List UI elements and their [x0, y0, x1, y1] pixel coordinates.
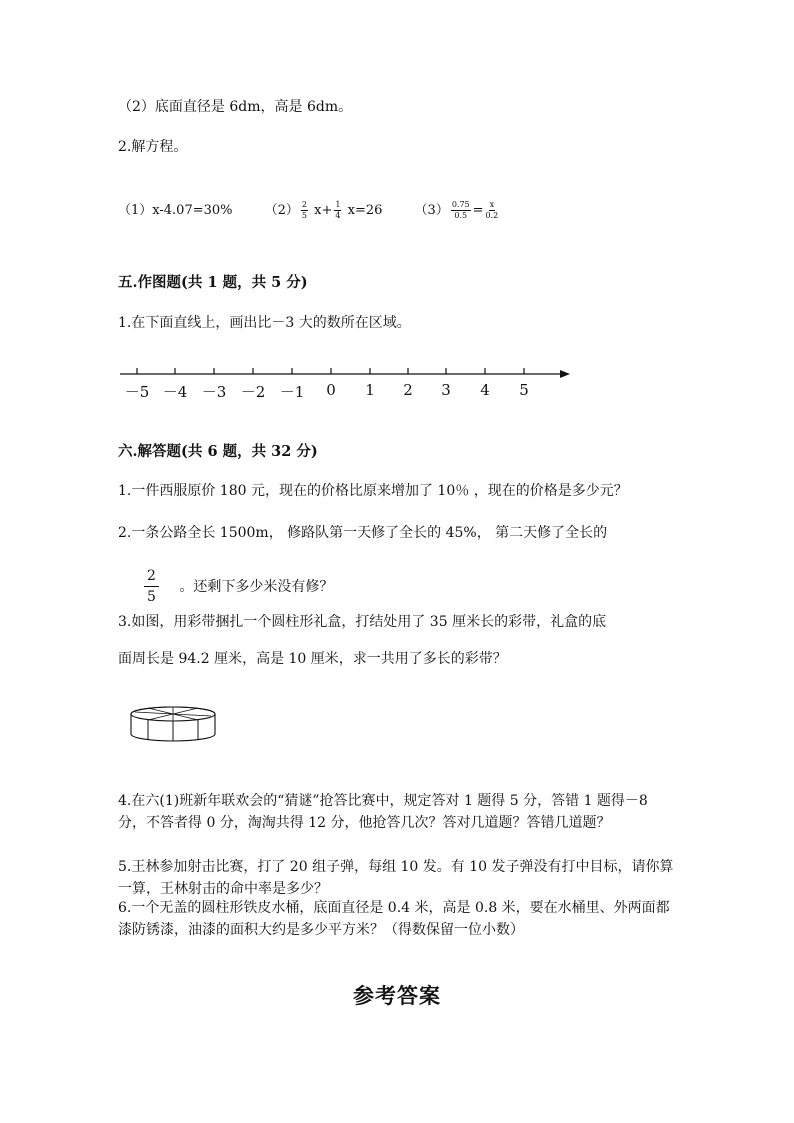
- arrow-right-icon: [560, 370, 570, 378]
- fraction-2-5: [144, 566, 159, 607]
- fraction-denominator: 5: [301, 211, 308, 220]
- equals-sign: =: [472, 203, 484, 218]
- fraction-numerator: 0.75: [451, 200, 470, 209]
- number-line-label: 3: [441, 381, 451, 399]
- fraction-numerator: x: [489, 200, 495, 209]
- answer-key-title: 参考答案: [353, 983, 441, 1008]
- section-6-question-5: 5.王林参加射击比赛，打了 20 组子弹，每组 10 发。有 10 发子弹没有打中目标，请你算一算，王林射击的命中率是多少？: [118, 859, 674, 897]
- number-line-label: －1: [279, 383, 305, 401]
- section-5-heading: 五.作图题(共 1 题，共 5 分): [118, 274, 308, 291]
- number-line-label: －2: [240, 383, 266, 401]
- section-6-heading: 六.解答题(共 6 题，共 32 分): [118, 443, 318, 460]
- section-6-question-2-line-2: [142, 566, 333, 607]
- number-line-ticks: [137, 368, 524, 374]
- cylinder-gift-box-illustration: [124, 700, 224, 750]
- equation-2-prefix: （2）: [264, 203, 299, 218]
- fraction-numerator: 1: [335, 200, 341, 209]
- number-line: [0, 0, 794, 420]
- equation-1: （1）x-4.07=30%: [118, 203, 233, 218]
- number-line-label: 0: [326, 381, 336, 399]
- section-6-question-4: 4.在六(1)班新年联欢会的“猜谜”抢答比赛中，规定答对 1 题得 5 分，答错 1 题得－8 分，不答者得 0 分，淘淘共得 12 分，他抢答几次？答对几道题？答错几道题？: [118, 793, 648, 831]
- number-line-label: 2: [403, 381, 413, 399]
- fraction-numerator: 2: [301, 200, 308, 209]
- section-5-question-1: 1.在下面直线上，画出比－3 大的数所在区域。: [118, 315, 411, 331]
- fraction-denominator: 5: [147, 589, 156, 605]
- section-6-question-2-line-1: 2.一条公路全长 1500m， 修路队第一天修了全长的 45%， 第二天修了全长的: [118, 525, 608, 541]
- fraction-denominator: 4: [335, 211, 341, 220]
- number-line-label: －5: [124, 383, 150, 401]
- number-line-label: －4: [162, 383, 188, 401]
- number-line-label: －3: [201, 383, 227, 401]
- section-6-question-6: 6.一个无盖的圆柱形铁皮水桶，底面直径是 0.4 米，高是 0.8 米，要在水桶里、外两面都漆防锈漆，油漆的面积大约是多少平方米？（得数保留一位小数）: [118, 900, 670, 938]
- number-line-label: 1: [365, 381, 375, 399]
- equation-3-prefix: （3）: [414, 203, 449, 218]
- fraction-numerator: 2: [144, 566, 159, 587]
- fraction-denominator: 0.5: [454, 211, 468, 220]
- number-line-label: 4: [480, 381, 490, 399]
- equation-2-suffix: x=26: [347, 203, 383, 218]
- number-line-label: 5: [519, 381, 529, 399]
- question-2-title: 2.解方程。: [118, 139, 188, 155]
- fraction-denominator: 0.2: [485, 211, 499, 220]
- question-2-tail: 。还剩下多少米没有修？: [179, 578, 334, 595]
- question-1-part-2: （2）底面直径是 6dm，高是 6dm。: [118, 99, 353, 115]
- equation-2-middle: x+: [314, 203, 333, 218]
- section-6-question-1: 1.一件西服原价 180 元，现在的价格比原来增加了 10％ ，现在的价格是多少元？: [118, 483, 628, 499]
- section-6-question-3-line-2: 面周长是 94.2 厘米，高是 10 厘米，求一共用了多长的彩带？: [118, 651, 507, 667]
- section-6-question-3-line-1: 3.如图，用彩带捆扎一个圆柱形礼盒，打结处用了 35 厘米长的彩带，礼盒的底: [118, 614, 607, 630]
